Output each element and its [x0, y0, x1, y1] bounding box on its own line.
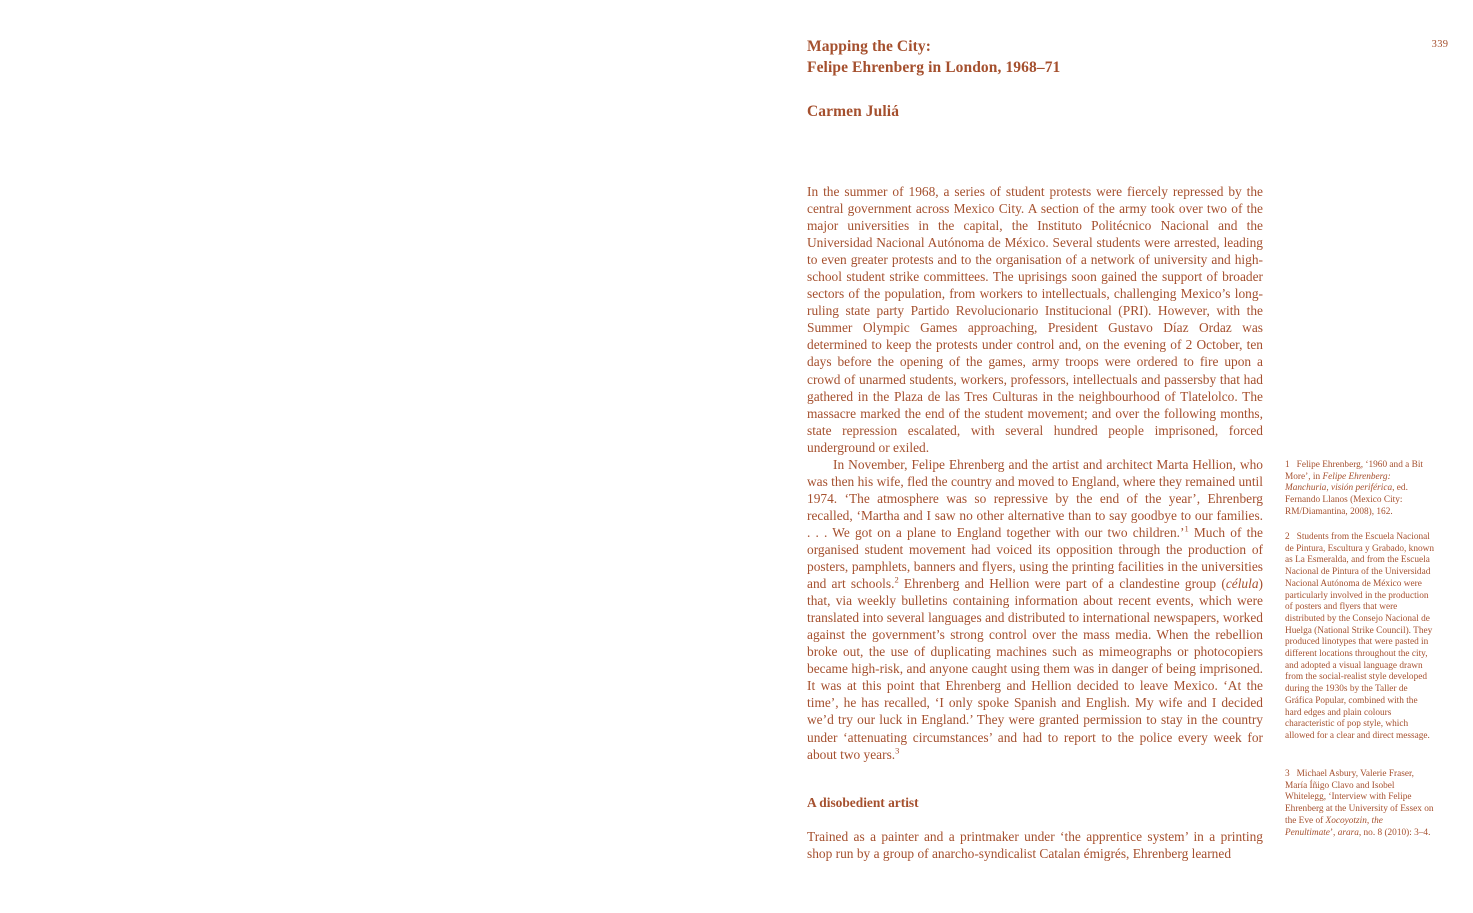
footnote-1	[1285, 460, 1435, 519]
body-paragraph-1: In the summer of 1968, a series of student protests were fiercely repressed by the central government across Mexico City. A section of the army took over two of the major universities in the capital, the Instituto Politécnico Nacional and the Universidad Nacional Autónoma de México. Several students were arrested, leading to even greater protests and to the organisation of a network of university and high-school student strike committees. The uprisings soon gained the support of broader sectors of the population, from workers to intellectuals, challenging Mexico’s long-ruling state party Partido Revolucionario Institucional (PRI). However, with the Summer Olympic Games approaching, President Gustavo Díaz Ordaz was determined to keep the protests under control and, on the evening of 2 October, ten days before the opening of the games, army troops were ordered to fire upon a crowd of unarmed students, workers, professors, intellectuals and passersby that had gathered in the Plaza de las Tres Culturas in the neighbourhood of Tlatelolco. The massacre marked the end of the student movement; and over the following months, state repression escalated, with several hundred people imprisoned, forced underground or exiled.	[807, 184, 1263, 455]
body-paragraph-2: In November, Felipe Ehrenberg and the artist and architect Marta Hellion, who was then his wife, fled the country and moved to England, where they remained until 1974. ‘The atmosphere was so repressive by the end of the year’, Ehrenberg recalled, ‘Martha and I saw no other alternative than to say goodbye to our families. . . . We got on a plane to England together with our two children.’$^1$ Much of the organised student movement had voiced its opposition through the production of posters, pamphlets, banners and flyers, using the printing facilities in the universities and art schools.$^2$ Ehrenberg and Hellion were part of a clandestine group (célula) that, via weekly bulletins containing information about recent events, which were translated into several languages and distributed to international newspapers, worked against the government’s strong control over the mass media. When the rebellion broke out, the use of duplicating machines such as mimeographs or photocopiers became high-risk, and anyone caught using them was in danger of being imprisoned. It was at this point that Ehrenberg and Hellion decided to leave Mexico. ‘At the time’, he has recalled, ‘I only spoke Spanish and English. My wife and I decided we’d try our luck in England.’ They were granted permission to stay in the country under ‘attenuating circumstances’ and had to report to the police every week for about two years.$^3$	[807, 456, 1264, 762]
footnote-text: Felipe Ehrenberg, ‘1960 and a Bit More’, in Felipe Ehrenberg: Manchuria, visión periférica, ed. Fernando Llanos (Mexico City: RM/Diamantina, 2008), 162.	[1285, 460, 1423, 517]
page-number: 339	[1431, 39, 1449, 50]
author-name: Carmen Juliá	[807, 103, 900, 120]
footnote-number: 3	[1285, 769, 1290, 779]
footnote-text: Michael Asbury, Valerie Fraser, María Íñigo Clavo and Isobel Whitelegg, ‘Interview with Felipe Ehrenberg at the University of Essex on the Eve of Xocoyotzin, the Penultimate’, arara, no. 8 (2010): 3–4.	[1285, 769, 1434, 838]
article-title-line-2: Felipe Ehrenberg in London, 1968–71	[807, 58, 1061, 76]
footnote-text: Students from the Escuela Nacional de Pintura, Escultura y Grabado, known as La Esmeralda, and from the Escuela Nacional de Pintura of the Universidad Nacional Autónoma de México were particularly involved in the production of posters and flyers that were distributed by the Consejo Nacional de Huelga (National Strike Council). They produced linotypes that were pasted in different locations throughout the city, and adopted a visual language drawn from the social-realist style developed during the 1930s by the Taller de Gráfica Popular, combined with the hard edges and plain colours characteristic of pop style, which allowed for a clear and direct message.	[1285, 532, 1434, 741]
footnote-number: 1	[1285, 460, 1290, 470]
footnote-number: 2	[1285, 532, 1290, 542]
footnote-3	[1285, 769, 1435, 839]
article-title-line-1: Mapping the City:	[807, 38, 931, 55]
section-heading: A disobedient artist	[807, 795, 919, 810]
footnote-2	[1285, 532, 1435, 743]
article-body	[807, 183, 1263, 763]
article-title	[807, 37, 1060, 78]
body-paragraph-3: Trained as a painter and a printmaker under ‘the apprentice system’ in a printing shop run by a group of anarcho-syndicalist Catalan émigrés, Ehrenberg learned	[807, 829, 1263, 862]
